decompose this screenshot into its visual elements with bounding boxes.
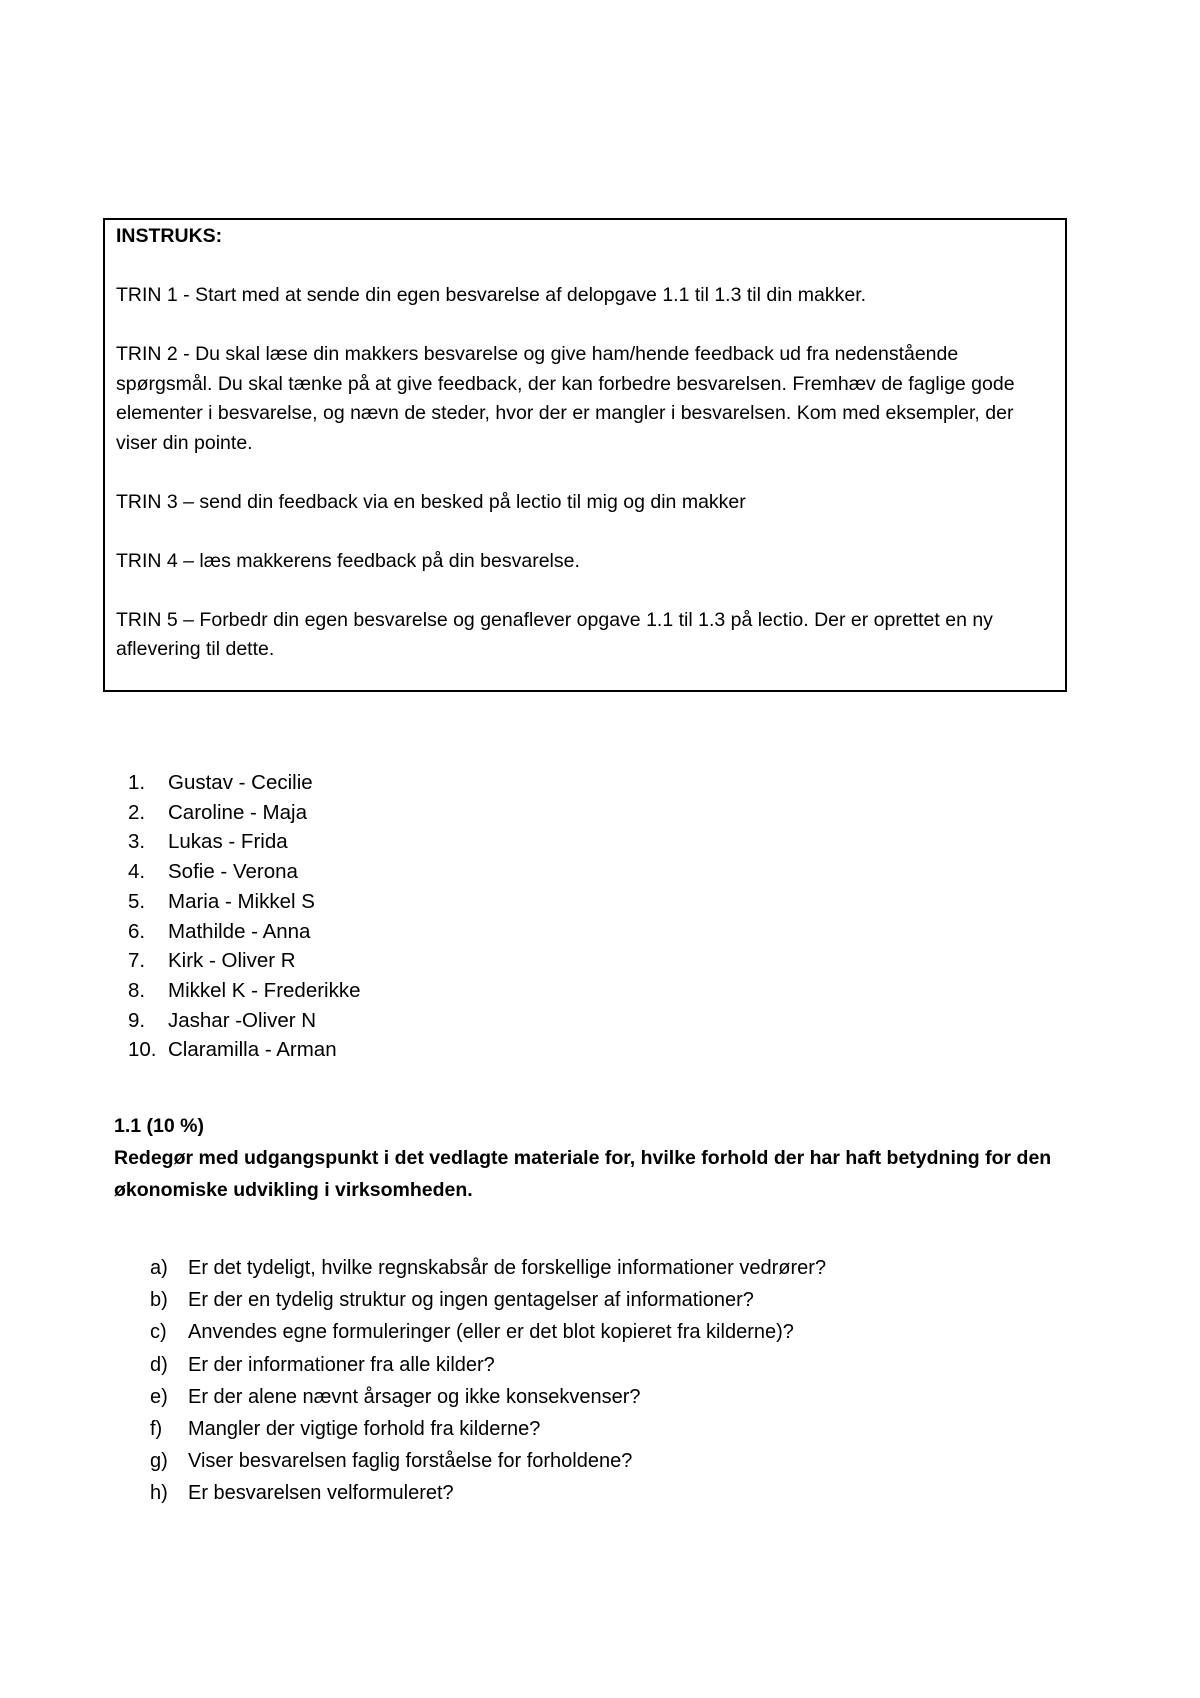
pair-item [128,976,361,1006]
pair-names: Claramilla - Arman [168,1038,337,1062]
pair-number: 3. [128,830,146,854]
pair-item [128,857,361,887]
criteria-item [150,1252,826,1284]
pair-names: Caroline - Maja [168,800,307,824]
criteria-text: Anvendes egne formuleringer (eller er det blot kopieret fra kilderne)? [188,1321,794,1344]
pair-names: Gustav - Cecilie [168,771,313,794]
pair-names: Mathilde - Anna [168,919,311,943]
step-5: TRIN 5 – Forbedr din egen besvarelse og genaflever opgave 1.1 til 1.3 på lectio. Der er oprettet en ny aflevering til dette. [116,608,993,660]
criteria-item [150,1413,826,1445]
step-2: TRIN 2 - Du skal læse din makkers besvarelse og give ham/hende feedback ud fra nedenstående spørgsmål. Du skal tænke på at give feedback, der kan forbedre besvarelsen. Fremhæv de faglige gode elementer i besvarelse, og nævn de steder, hvor der er mangler i besvarelsen. Kom med eksempler, der viser din pointe. [116,343,1015,454]
instruction-box [103,218,1067,692]
pair-item [128,827,361,857]
criteria-item [150,1477,826,1509]
criteria-text: Er der en tydelig struktur og ingen gentagelser af informationer? [188,1289,754,1312]
criteria-item [150,1445,826,1477]
criteria-letter: e) [150,1385,168,1408]
pair-names: Jashar -Oliver N [168,1008,317,1032]
pair-item [128,1006,361,1036]
pair-names: Kirk - Oliver R [168,949,296,973]
criteria-letter: h) [150,1482,168,1505]
criteria-letter: f) [150,1418,163,1441]
pair-item [128,768,361,798]
pair-names: Mikkel K - Frederikke [168,978,361,1002]
criteria-letter: b) [150,1289,168,1312]
pair-number: 9. [128,1008,146,1032]
criteria-item [150,1381,826,1413]
step-1: TRIN 1 - Start med at sende din egen besvarelse af delopgave 1.1 til 1.3 til din makker. [116,284,867,306]
pair-number: 5. [128,889,146,913]
criteria-text: Er der informationer fra alle kilder? [188,1353,495,1376]
step-4: TRIN 4 – læs makkerens feedback på din besvarelse. [116,549,580,572]
pair-item [128,946,361,976]
question-block [114,1110,1074,1206]
pair-names: Lukas - Frida [168,830,288,854]
criteria-text: Er det tydeligt, hvilke regnskabsår de forskellige informationer vedrører? [188,1257,827,1279]
pair-number: 8. [128,978,146,1002]
criteria-text: Er besvarelsen velformuleret? [188,1482,454,1505]
pair-names: Sofie - Verona [168,860,298,884]
criteria-letter: c) [150,1321,167,1344]
criteria-text: Viser besvarelsen faglig forståelse for forholdene? [188,1450,633,1473]
pair-number: 10. [128,1038,157,1062]
criteria-letter: g) [150,1450,168,1473]
pair-number: 2. [128,800,146,824]
criteria-letter: a) [150,1257,168,1279]
pair-names: Maria - Mikkel S [168,889,315,913]
criteria-text: Er der alene nævnt årsager og ikke konsekvenser? [188,1385,641,1408]
pair-item [128,887,361,917]
criteria-letter: d) [150,1353,168,1376]
criteria-list [150,1252,826,1510]
question-number: 1.1 (10 %) [114,1115,204,1137]
criteria-text: Mangler der vigtige forhold fra kilderne? [188,1418,541,1441]
pair-number: 1. [128,771,146,794]
pair-list [128,768,361,1065]
pair-item [128,917,361,947]
criteria-item [150,1316,826,1348]
question-text: Redegør med udgangspunkt i det vedlagte materiale for, hvilke forhold der har haft betydning for den økonomiske udvikling i virksomheden. [114,1147,1052,1201]
pair-number: 6. [128,919,146,943]
criteria-item [150,1284,826,1316]
pair-item [128,798,361,828]
criteria-item [150,1349,826,1381]
instructions-heading: INSTRUKS: [116,225,223,247]
pair-number: 4. [128,860,146,884]
pair-item [128,1035,361,1065]
step-3: TRIN 3 – send din feedback via en besked på lectio til mig og din makker [116,490,746,513]
pair-number: 7. [128,949,146,973]
